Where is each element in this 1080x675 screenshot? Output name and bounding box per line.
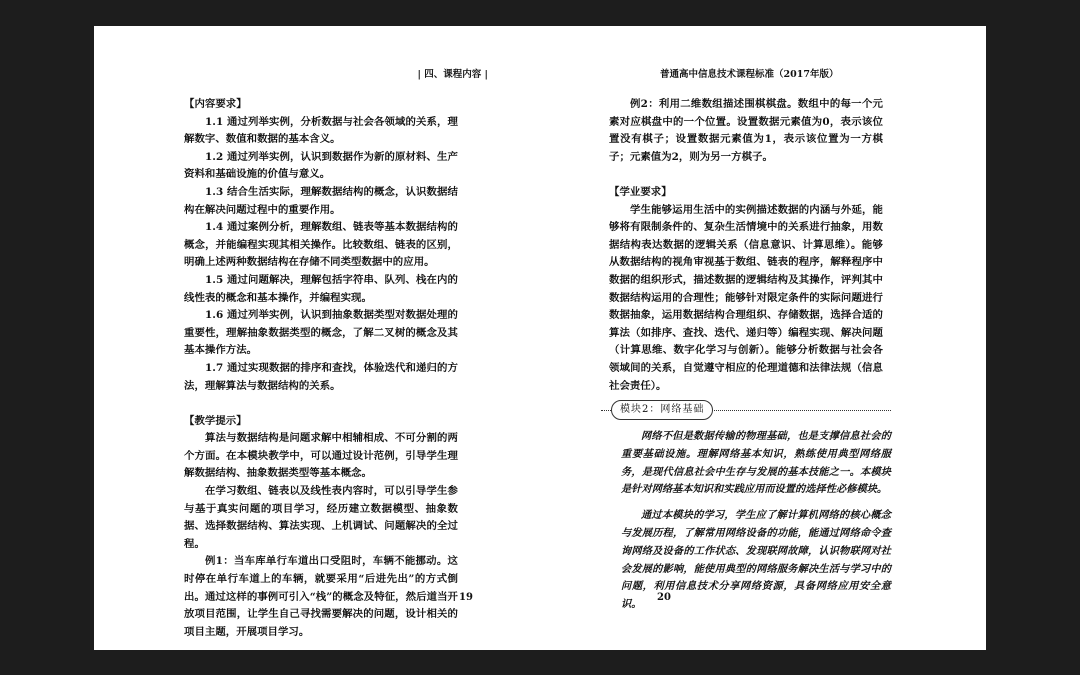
academic-requirements-paragraph: 学生能够运用生活中的实例描述数据的内涵与外延，能够将有限制条件的、复杂生活情境中的关系进行抽象，用数据结构表达数据的逻辑关系（信息意识、计算思维）。能够从数据结构的视角审视基于数组、链表的程序，解释程序中数据的组织形式，描述数据的逻辑结构及其操作，评判其中数据结构运用的合理性；能够针对限定条件的实际问题进行数据抽象，运用数据结构合理组织、存储数据，选择合适的算法（如排序、查找、迭代、递归等）编程实现、解决问题（计算思维、数字化学习与创新）。能够分析数据与社会各领域间的关系，自觉遵守相应的伦理道德和法律法规（信息社会责任）。	[609, 203, 883, 392]
requirement-item: 1.1 通过列举实例，分析数据与社会各领域的关系，理解数字、数值和数据的基本含义。	[184, 115, 458, 146]
paragraph-gap	[621, 499, 891, 507]
requirement-item: 1.6 通过列举实例，认识到抽象数据类型对数据处理的重要性，理解抽象数据类型的概念，了解二叉树的概念及其基本操作方法。	[184, 309, 458, 357]
teaching-tip-paragraph: 例1：当车库单行车道出口受阻时，车辆不能挪动。这时停在单行车道上的车辆，就要采用“后进先出”的方式倒出。通过这样的事例可引入“栈”的概念及特征，然后道当开放项目范围，让学生自己寻找需要解决的问题，设计相关的项目主题，开展项目学习。	[184, 555, 458, 638]
requirement-item: 1.7 通过实现数据的排序和查找，体验迭代和递归的方法，理解算法与数据结构的关系。	[184, 361, 458, 392]
section-gap	[184, 395, 458, 413]
page-number-left: 19	[459, 592, 473, 603]
requirement-item: 1.3 结合生活实际，理解数据结构的概念，认识数据结构在解决问题过程中的重要作用。	[184, 185, 458, 216]
left-page	[94, 26, 540, 650]
right-body	[609, 96, 891, 614]
module-intro	[621, 428, 891, 614]
content-requirements-heading: 【内容要求】	[184, 98, 247, 110]
teaching-tip-paragraph: 在学习数组、链表以及线性表内容时，可以引导学生参与基于真实问题的项目学习，经历建立数据模型、抽象数据、选择数据结构、算法实现、上机调试、问题解决的全过程。	[184, 485, 458, 550]
teaching-tip-paragraph: 算法与数据结构是问题求解中相辅相成、不可分割的两个方面。在本模块教学中，可以通过设计范例，引导学生理解数据结构、抽象数据类型等基本概念。	[184, 432, 458, 480]
teaching-tips-heading: 【教学提示】	[184, 414, 247, 427]
page-number-right: 20	[657, 592, 671, 603]
book-spread	[94, 26, 986, 650]
requirement-item: 1.2 通过列举实例，认识到数据作为新的原材料、生产资料和基础设施的价值与意义。	[184, 150, 458, 181]
example-2-paragraph: 例2：利用二维数组描述围棋棋盘。数组中的每一个元素对应棋盘中的一个位置。设置数据元素值为0，表示该位置没有棋子；设置数据元素值为1，表示该位置为一方棋子；元素值为2，则为另一方棋子。	[609, 98, 883, 163]
module-banner	[601, 400, 891, 422]
section-gap	[609, 166, 883, 184]
requirement-item: 1.4 通过案例分析，理解数组、链表等基本数据结构的概念，并能编程实现其相关操作。比较数组、链表的区别，明确上述两种数据结构在存储不同类型数据中的应用。	[184, 221, 458, 269]
running-head-left: | 四、课程内容 |	[417, 69, 488, 80]
module-paragraph: 网络不但是数据传输的物理基础，也是支撑信息社会的重要基础设施。理解网络基本知识，熟练使用典型网络服务，是现代信息社会中生存与发展的基本技能之一。本模块是针对网络基本知识和实践应用而设置的选择性必修模块。	[621, 431, 891, 496]
module-tag: 模块2：网络基础	[611, 400, 713, 420]
requirement-item: 1.5 通过问题解决，理解包括字符串、队列、栈在内的线性表的概念和基本操作，并编程实现。	[184, 273, 458, 304]
right-page	[540, 26, 986, 650]
left-body	[184, 96, 458, 641]
module-paragraph: 通过本模块的学习，学生应了解计算机网络的核心概念与发展历程，了解常用网络设备的功能，能通过网络命令查询网络及设备的工作状态、发现联网故障，认识物联网对社会发展的影响，能使用典型的网络服务解决生活与学习中的问题，利用信息技术分享网络资源，具备网络应用安全意识。	[621, 510, 891, 611]
running-head-right: 普通高中信息技术课程标准（2017年版）	[660, 69, 839, 80]
academic-requirements-heading: 【学业要求】	[609, 185, 672, 198]
